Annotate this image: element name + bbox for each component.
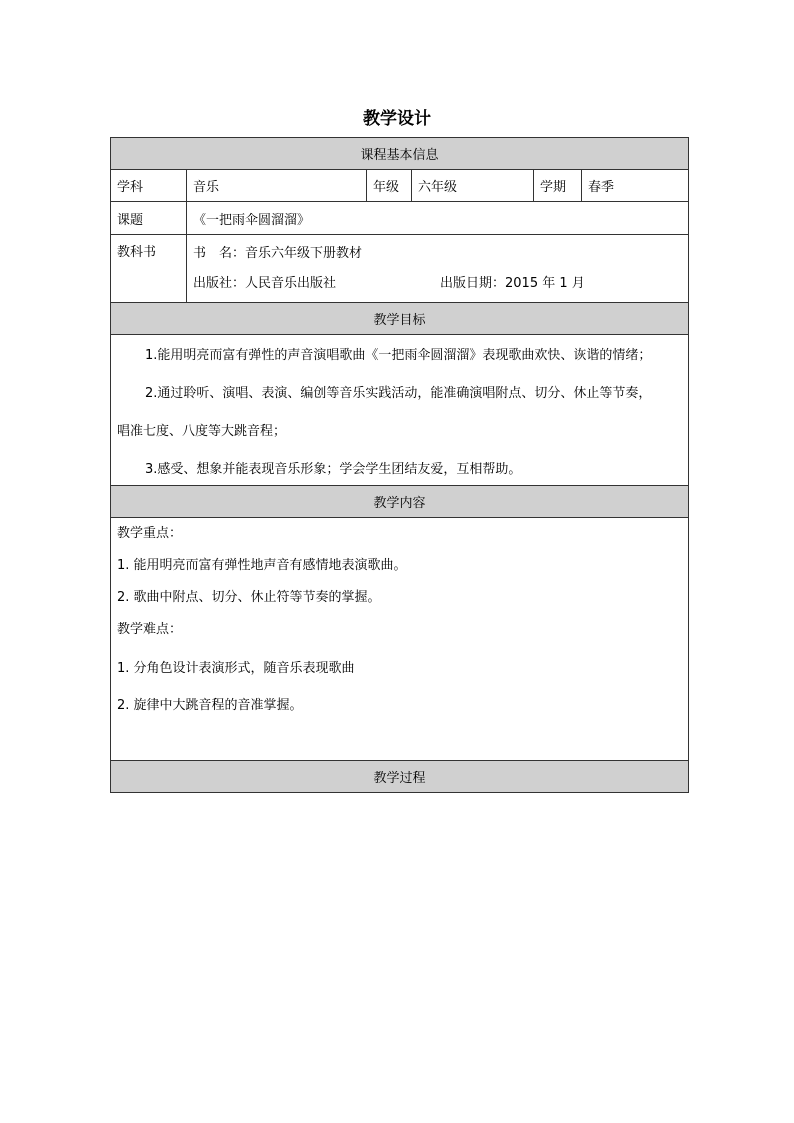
difficult-points-title: 教学难点：: [117, 622, 183, 637]
subject-value: 音乐: [187, 170, 367, 202]
goal-item-continued: 唱准七度、八度等大跳音程；: [117, 424, 287, 439]
goal-item: 1.能用明亮而富有弹性的声音演唱歌曲《一把雨伞圆溜溜》表现歌曲欢快、诙谐的情绪；: [145, 348, 652, 363]
section-header-process: 教学过程: [111, 761, 689, 793]
topic-label: 课题: [111, 202, 187, 235]
textbook-label: 教科书: [111, 235, 187, 303]
section-header-content: 教学内容: [111, 486, 689, 518]
grade-label: 年级: [367, 170, 412, 202]
publisher-line: [193, 269, 682, 299]
difficult-point-item: 2. 旋律中大跳音程的音准掌握。: [117, 698, 303, 713]
grade-value: 六年级: [412, 170, 534, 202]
subject-label: 学科: [111, 170, 187, 202]
goal-item: 3.感受、想象并能表现音乐形象；学会学生团结友爱，互相帮助。: [145, 462, 522, 477]
book-name: 书 名：音乐六年级下册教材: [193, 245, 363, 261]
page-title: 教学设计: [363, 109, 431, 129]
key-point-item: 2. 歌曲中附点、切分、休止符等节奏的掌握。: [117, 590, 381, 605]
term-label: 学期: [534, 170, 582, 202]
section-header-goals: 教学目标: [111, 303, 689, 335]
textbook-info: [187, 235, 689, 303]
goal-item: 2.通过聆听、演唱、表演、编创等音乐实践活动，能准确演唱附点、切分、休止等节奏，: [145, 386, 652, 401]
publisher: 出版社：人民音乐出版社: [193, 275, 337, 291]
topic-value: 《一把雨伞圆溜溜》: [187, 202, 689, 235]
section-header-basic-info: 课程基本信息: [111, 138, 689, 170]
key-points-title: 教学重点：: [117, 526, 183, 541]
goals-cell: [111, 335, 689, 486]
content-cell: [111, 518, 689, 761]
key-point-item: 1. 能用明亮而富有弹性地声音有感情地表演歌曲。: [117, 558, 407, 573]
term-value: 春季: [582, 170, 689, 202]
publication-date: 出版日期：2015 年 1 月: [440, 275, 585, 291]
lesson-plan-table: [110, 137, 689, 793]
difficult-point-item: 1. 分角色设计表演形式，随音乐表现歌曲: [117, 661, 355, 676]
